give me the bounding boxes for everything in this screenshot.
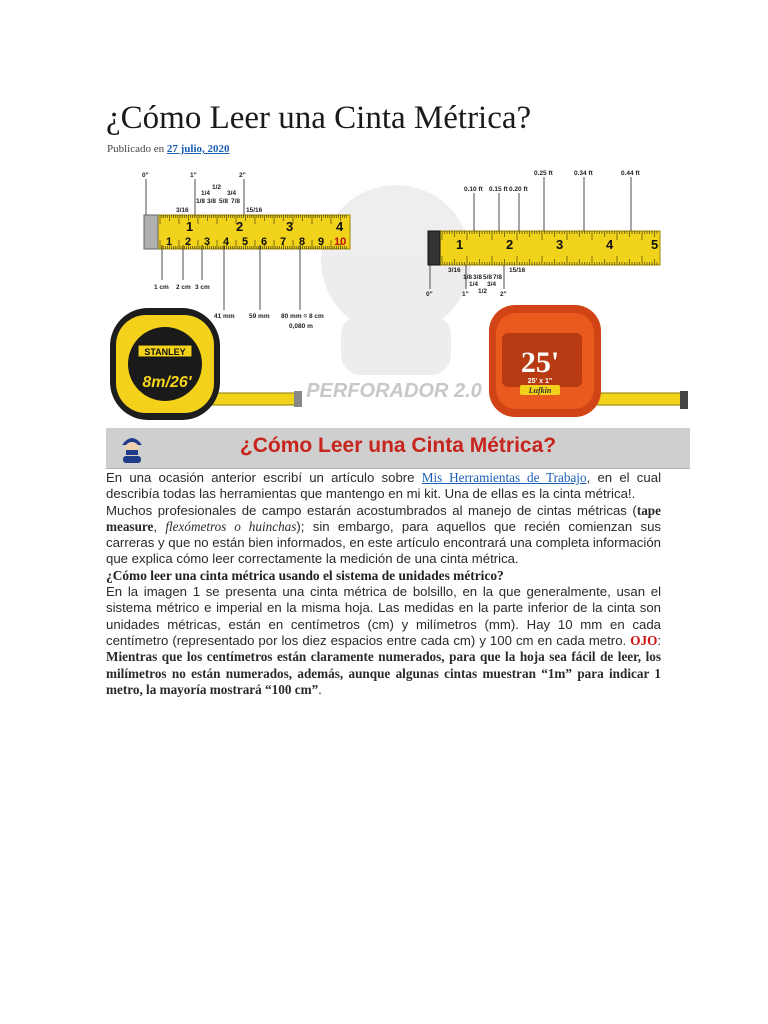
tape-right-label-044ft: 0.44 ft — [621, 170, 640, 177]
tape-left-label-eighth: 1/8 — [196, 198, 206, 205]
tape-right-label-five-eighths: 5/8 — [483, 274, 493, 281]
lufkin-brand: Lufkin — [528, 386, 552, 395]
tape-left-cm-5: 5 — [242, 236, 249, 248]
tape-right-label-three-quarter: 3/4 — [487, 281, 497, 288]
ojo-label: OJO — [630, 632, 658, 648]
tape-left-label-three-sixteenths: 3/16 — [176, 207, 189, 214]
p1-text-end: , en el cual describía todas las herramientas que mantengo en mi kit. Una de ellas es la cinta métrica!. — [106, 470, 661, 502]
tape-right-label-three-sixteenths: 3/16 — [448, 267, 461, 274]
tape-right-label-0in: 0" — [426, 291, 433, 298]
tape-left-cm-1: 1 — [166, 236, 173, 248]
p2-text-start: Muchos profesionales de campo estarán acostumbrados al manejo de cintas métricas ( — [106, 502, 637, 518]
lufkin-tape-measure — [489, 305, 688, 417]
tape-left-cm-8: 8 — [299, 236, 306, 248]
published-prefix: Publicado en — [107, 143, 165, 155]
tape-right-label-025ft: 0.25 ft — [534, 170, 553, 177]
lufkin-size: 25' — [520, 346, 560, 379]
tape-left-label-0in: 0" — [142, 172, 149, 179]
tape-measure-figure — [106, 165, 690, 427]
p1-text-start: En una ocasión anterior escribí un artículo sobre — [106, 470, 422, 485]
lufkin-sub: 25' x 1" — [527, 378, 553, 385]
tape-left-label-0080m: 0,080 m — [289, 323, 313, 330]
tape-right-label-fifteen-sixteenths: 15/16 — [509, 267, 526, 274]
tape-right-num-1: 1 — [456, 237, 464, 252]
tape-left-label-quarter: 1/4 — [201, 190, 211, 197]
paragraph-professionals — [106, 503, 661, 568]
tape-left-label-three-quarter: 3/4 — [227, 190, 237, 197]
p3-bold-note: Mientras que los centímetros están claramente numerados, para que la hoja sea fácil de leer, los milímetros no están numerados, además, aunque algunas cintas muestran “1m” para indicar 1 metro, la mayoría mostrará “100 cm” — [106, 649, 661, 697]
tape-right-num-2: 2 — [506, 237, 514, 252]
tape-left-label-2cm: 2 cm — [176, 284, 191, 291]
p3-end: . — [318, 681, 322, 697]
tape-left-label-three-eighths: 3/8 — [207, 198, 217, 205]
tape-left — [142, 172, 350, 330]
watermark-text: PERFORADOR 2.0 — [306, 380, 482, 402]
tape-left-label-five-eighths: 5/8 — [219, 198, 229, 205]
tape-right-label-2in: 2" — [500, 291, 507, 298]
tape-left-label-3cm: 3 cm — [195, 284, 210, 291]
stanley-size: 8m/26' — [142, 374, 192, 391]
tape-right-label-three-eighths: 3/8 — [473, 274, 483, 281]
tape-right-num-5: 5 — [651, 237, 659, 252]
tape-left-inch-2: 2 — [236, 219, 244, 234]
banner-title: ¿Cómo Leer una Cinta Métrica? — [239, 434, 557, 457]
stanley-tape-measure — [110, 308, 302, 420]
paragraph-intro — [106, 470, 661, 503]
published-line — [107, 143, 230, 155]
p2-italic-term: flexómetros o huinchas — [165, 518, 297, 534]
tape-left-label-half: 1/2 — [212, 184, 222, 191]
tape-right-label-034ft: 0.34 ft — [574, 170, 593, 177]
paragraph-metric — [106, 584, 661, 698]
tape-right-label-1in: 1" — [462, 291, 469, 298]
tape-right-label-020ft: 0.20 ft — [509, 186, 528, 193]
tape-left-cm-7: 7 — [280, 236, 287, 248]
p3-text-start: En la imagen 1 se presenta una cinta métrica de bolsillo, en la que generalmente, usan el sistema métrico e imperial en la misma hoja. Las medidas en la parte inferior de la cinta son unidades métricas, están en centímetros (cm) y milímetros (mm). Hay 10 mm en cada centímetro (representado por los diez espacios entre cada cm) y 100 cm en cada metro. — [106, 584, 661, 648]
tape-left-label-2in: 2" — [239, 172, 246, 179]
tape-left-label-59mm: 59 mm — [249, 313, 270, 320]
tape-right-label-015ft: 0.15 ft — [489, 186, 508, 193]
tape-right-label-quarter: 1/4 — [469, 281, 479, 288]
tape-left-cm-4: 4 — [223, 236, 230, 248]
p2-bold-term: tape measure — [106, 502, 661, 534]
tape-right-num-4: 4 — [606, 237, 614, 252]
stanley-brand: STANLEY — [144, 347, 186, 357]
tape-left-label-80mm: 80 mm = 8 cm — [281, 313, 324, 320]
p2-comma: , — [153, 518, 166, 534]
watermark-logo — [321, 185, 471, 375]
tape-left-cm-6: 6 — [261, 236, 268, 248]
figure-banner — [106, 428, 690, 469]
article-body — [106, 470, 661, 698]
tape-left-cm-2: 2 — [185, 236, 192, 248]
published-date-link[interactable]: 27 julio, 2020 — [166, 143, 230, 155]
tape-left-inch-1: 1 — [186, 219, 194, 234]
mis-herramientas-link[interactable]: Mis Herramientas de Trabajo — [421, 470, 587, 485]
tape-left-label-1cm: 1 cm — [154, 284, 169, 291]
tape-left-inch-3: 3 — [286, 219, 294, 234]
tape-left-inch-4: 4 — [336, 219, 344, 234]
tape-left-cm-3: 3 — [204, 236, 211, 248]
section-heading: ¿Cómo leer una cinta métrica usando el sistema de unidades métrico? — [106, 567, 504, 583]
page-title: ¿Cómo Leer una Cinta Métrica? — [106, 100, 532, 136]
tape-right-label-half: 1/2 — [478, 288, 488, 295]
tape-left-cm-9: 9 — [318, 236, 325, 248]
tape-left-label-seven-eighths: 7/8 — [231, 198, 241, 205]
tape-left-label-1in: 1" — [190, 172, 197, 179]
p2-text-end: ); sin embargo, para aquellos que recién comienzan sus carreras y que no están bien informados, en este artículo encontrará una completa información que explica cómo leer correctamente la medición de una cinta métrica. — [106, 518, 661, 567]
tape-left-cm-10: 10 — [334, 236, 347, 248]
tape-right-num-3: 3 — [556, 237, 564, 252]
tape-left-label-fifteen-sixteenths: 15/16 — [246, 207, 263, 214]
tape-right-label-eighth: 1/8 — [463, 274, 473, 281]
tape-left-label-41mm: 41 mm — [214, 313, 235, 320]
p3-colon: : — [657, 632, 661, 648]
tape-right-label-010ft: 0.10 ft — [464, 186, 483, 193]
tape-right-label-seven-eighths: 7/8 — [493, 274, 503, 281]
